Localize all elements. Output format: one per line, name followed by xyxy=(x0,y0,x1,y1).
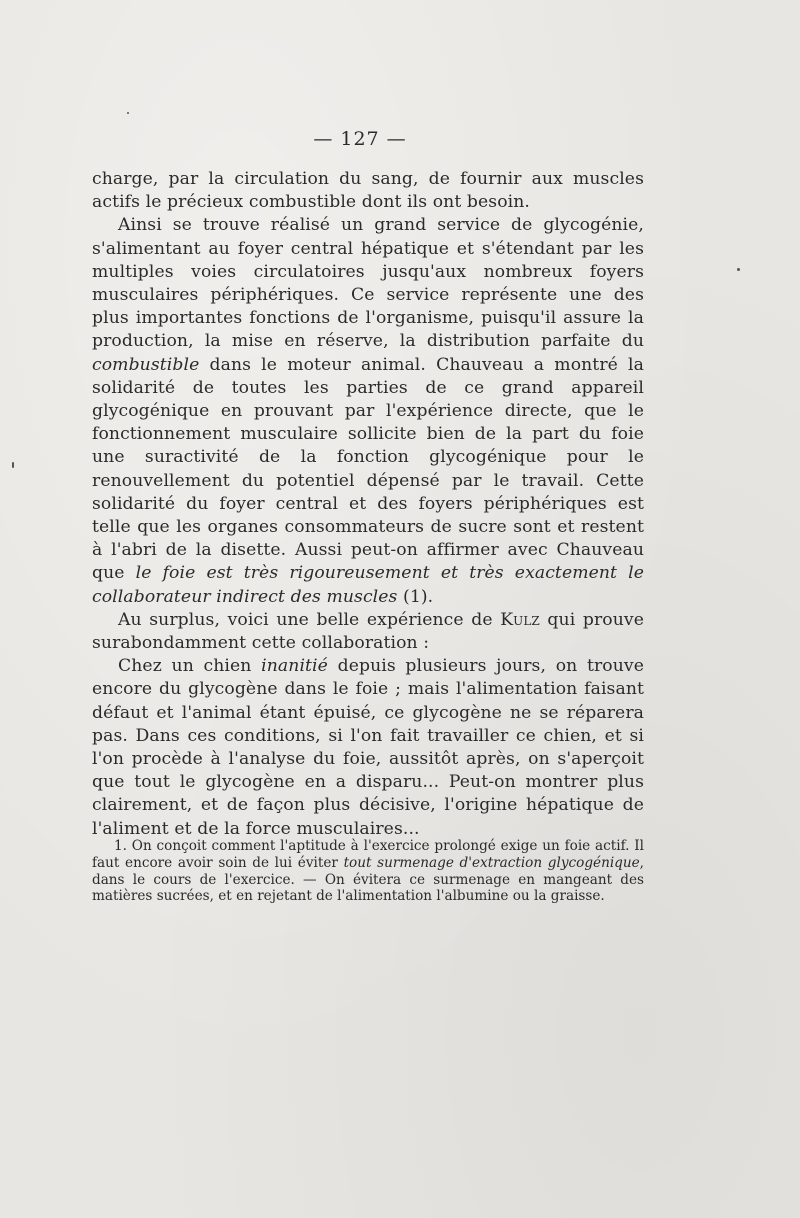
footnote-1-text-b: , dans le cours de l'exercice. — On évitera ce surmenage en mangeant des matières sucrées, et en rejetant de l'alimentation l'albumine ou la graisse. xyxy=(92,854,644,905)
author-name-kulz: Kulz xyxy=(500,609,540,630)
footnote-1 xyxy=(92,838,644,905)
footnotes xyxy=(92,838,644,905)
paragraph-2 xyxy=(92,214,644,608)
paragraph-2-italic-quote: le foie est très rigoureusement et très exactement le collaborateur indirect des muscles xyxy=(92,563,645,607)
paragraph-3-text-a: Au surplus, voici une belle expérience de xyxy=(118,609,501,630)
paragraph-4-italic: inanitié xyxy=(261,656,328,677)
paragraph-2-text-a: Ainsi se trouve réalisé un grand service de glycogénie, s'alimentant au foyer central hépatique et s'étendant par les multiples voies circulatoires jusqu'aux nombreux foyers musculaires périphériques. Ce service représente une des plus importantes fonctions de l'organisme, puisqu'il assure la production, la mise en réserve, la distribution parfaite du xyxy=(92,215,644,352)
paragraph-2-text-b: dans le moteur animal. Chauveau a montré la solidarité de toutes les parties de ce grand appareil glycogénique en prouvant par l'expérience directe, que le fonctionnement musculaire sollicite bien de la part du foie une suractivité de la fonction glycogénique pour le renouvellement du potentiel dépensé par le travail. Cette solidarité du foyer central et des foyers périphériques est telle que les organes consommateurs de sucre sont et restent à l'abri de la disette. Aussi peut-on affirmer avec Chauveau que xyxy=(92,354,644,584)
paper-speck xyxy=(127,112,129,114)
paper-speck xyxy=(737,268,740,271)
page-number: — 127 — xyxy=(313,128,407,150)
paragraph-4-text-b: depuis plusieurs jours, on trouve encore du glycogène dans le foie ; mais l'alimentation faisant défaut et l'animal étant épuisé, ce glycogène ne se réparera pas. Dans ces conditions, si l'on fait travailler ce chien, et si l'on procède à l'analyse du foie, aussitôt après, on s'aperçoit que tout le glycogène en a disparu... Peut-on montrer plus clairement, et de façon plus décisive, l'origine hépatique de l'aliment et de la force musculaires... xyxy=(92,656,645,839)
paragraph-2-italic-combustible: combustible xyxy=(92,354,200,375)
paragraph-4-text-a: Chez un chien xyxy=(118,656,262,677)
paper-speck xyxy=(12,462,14,468)
paragraph-3 xyxy=(92,609,644,655)
footnote-1-text-a: 1. On conçoit comment l'aptitude à l'exercice prolongé exige un foie actif. Il faut encore avoir soin de lui éviter xyxy=(92,838,644,871)
paragraph-3-text-b: qui prouve surabondamment cette collaboration : xyxy=(92,609,644,654)
footnote-1-italic: tout surmenage d'extraction glycogénique xyxy=(343,854,640,871)
paragraph-4 xyxy=(92,655,644,841)
paragraph-2-text-c: (1). xyxy=(397,586,434,607)
body-text xyxy=(92,168,644,841)
paragraph-1: charge, par la circulation du sang, de fournir aux muscles actifs le précieux combustible dont ils ont besoin. xyxy=(92,169,644,213)
